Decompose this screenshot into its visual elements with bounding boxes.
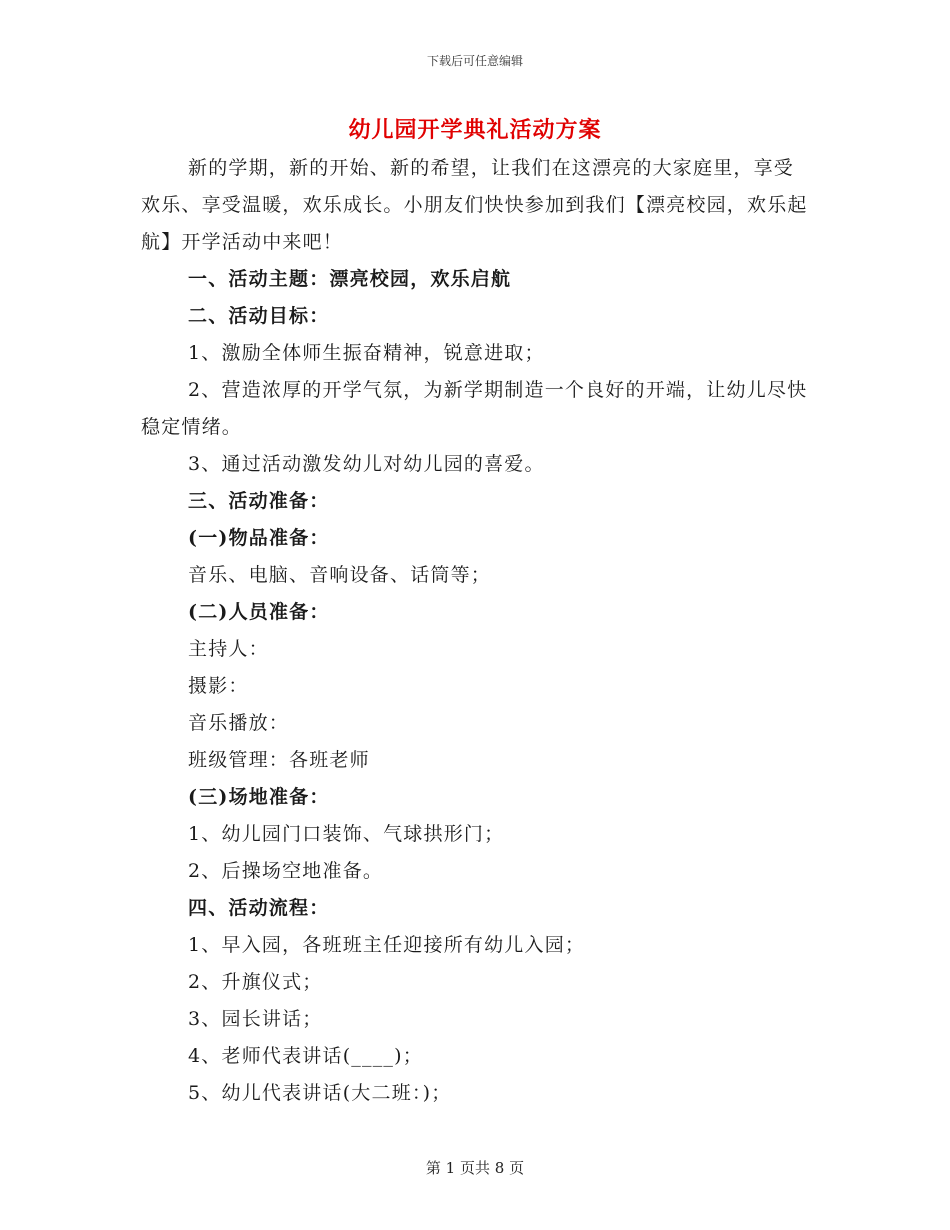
goal-item-2: 2、营造浓厚的开学气氛，为新学期制造一个良好的开端，让幼儿尽快稳定情绪。	[141, 379, 808, 438]
intro-paragraph: 新的学期，新的开始、新的希望，让我们在这漂亮的大家庭里，享受欢乐、享受温暖，欢乐成长。小朋友们快快参加到我们【漂亮校园，欢乐起航】开学活动中来吧！	[141, 157, 808, 253]
flow-item-1: 1、早入园，各班班主任迎接所有幼儿入园；	[188, 934, 586, 956]
staff-photo: 摄影：	[188, 675, 249, 697]
venue-item-1: 1、幼儿园门口装饰、气球拱形门；	[188, 823, 505, 845]
prep-staff-heading: (二)人员准备：	[188, 601, 330, 623]
staff-host: 主持人：	[188, 638, 269, 660]
flow-item-2: 2、升旗仪式；	[188, 971, 323, 993]
section-flow-heading: 四、活动流程：	[188, 897, 330, 919]
goal-item-3: 3、通过活动激发幼儿对幼儿园的喜爱。	[188, 453, 545, 475]
flow-item-3: 3、园长讲话；	[188, 1008, 323, 1030]
prep-items-heading: (一)物品准备：	[188, 527, 330, 549]
section-prep-heading: 三、活动准备：	[188, 490, 330, 512]
flow-item-4: 4、老师代表讲话(____)；	[188, 1045, 423, 1067]
prep-items-list: 音乐、电脑、音响设备、话筒等；	[188, 564, 492, 586]
page-number: 第 1 页共 8 页	[425, 1159, 525, 1177]
venue-item-2: 2、后操场空地准备。	[188, 860, 384, 882]
document-title: 幼儿园开学典礼活动方案	[348, 117, 602, 143]
prep-venue-heading: (三)场地准备：	[188, 786, 330, 808]
section-theme-heading: 一、活动主题：漂亮校园，欢乐启航	[188, 268, 512, 290]
flow-item-5: 5、幼儿代表讲话(大二班：)；	[188, 1082, 452, 1104]
staff-class-management: 班级管理：各班老师	[188, 749, 370, 771]
page-header-note: 下载后可任意编辑	[426, 54, 523, 68]
document-body	[141, 150, 813, 1112]
staff-music: 音乐播放：	[188, 712, 290, 734]
section-goals-heading: 二、活动目标：	[188, 305, 330, 327]
goal-item-1: 1、激励全体师生振奋精神，锐意进取；	[188, 342, 545, 364]
